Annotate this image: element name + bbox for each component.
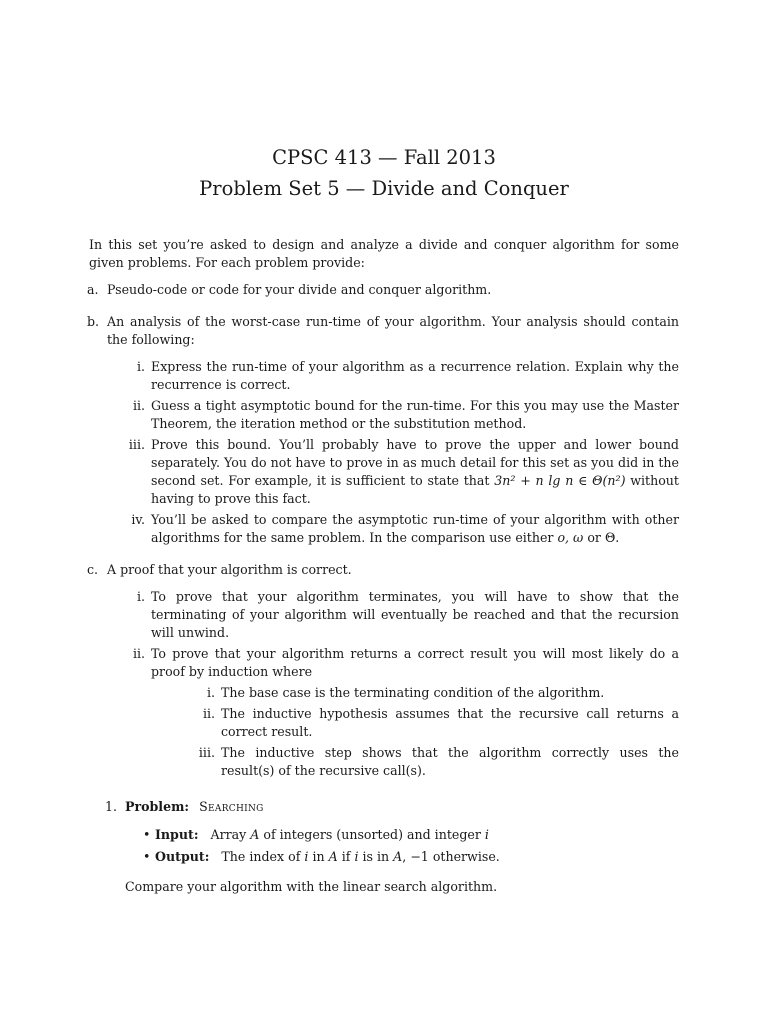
math-expression: 3n² + n lg n ∈ Θ(n²) [494,473,626,488]
document-body [89,236,679,896]
math-var: A [393,849,403,864]
item-label: iii. [128,437,145,452]
item-label: ii. [132,646,145,661]
problem-compare-note: Compare your algorithm with the linear search algorithm. [125,879,498,894]
intro-paragraph: In this set you’re asked to design and analyze a divide and conquer algorithm for some given problems. For each problem provide: [89,237,679,270]
induction-sublist [151,684,679,780]
item-text: without having to prove this fact. [151,473,679,506]
induction-item [151,684,679,702]
item-label: ii. [132,398,145,413]
requirement-a [89,281,679,299]
problem-1 [89,798,679,816]
problem-input [89,826,679,844]
item-text: of integers (unsorted) and integer [263,827,481,842]
item-label: iii. [198,745,215,760]
item-text: Prove this bound. You’ll probably have to prove the upper and lower bound separately. You do not have to prove in as much detail for this set as you did in the second set. For example, it is sufficient to state that [151,437,679,488]
input-line [119,826,679,844]
item-text: An analysis of the worst-case run-time of your algorithm. Your analysis should contain the following: [107,314,679,347]
output-label: Output: [155,849,210,864]
math-var: i [484,827,489,842]
item-text: Array [210,827,247,842]
item-text: . [615,530,620,545]
input-label: Input: [155,827,199,842]
item-label: i. [136,589,145,604]
requirement-c [89,561,679,780]
item-text: Express the run-time of your algorithm as a recurrence relation. Explain why the recurrence is correct. [151,359,679,392]
requirement-b [89,313,679,547]
induction-item [151,744,679,780]
analysis-item [107,397,679,433]
proof-item [107,588,679,642]
item-label: c. [87,562,99,577]
item-text: The index of [221,849,301,864]
math-var: i [304,849,309,864]
item-text: , −1 otherwise. [402,849,500,864]
item-text: or [587,530,601,545]
item-text: The base case is the terminating condition of the algorithm. [221,685,605,700]
analysis-item [107,358,679,394]
problem-output [89,848,679,866]
item-text: is in [362,849,390,864]
item-text: Pseudo-code or code for your divide and conquer algorithm. [107,282,492,297]
proof-item [107,645,679,780]
math-var: A [250,827,260,842]
item-label: i. [136,359,145,374]
item-label: iv. [131,512,145,527]
proof-sublist [107,588,679,780]
problem-set-title: Problem Set 5 — Divide and Conquer [199,177,569,200]
output-line [119,848,679,866]
item-text: The inductive hypothesis assumes that the recursive call returns a correct result. [221,706,679,739]
item-label: i. [206,685,215,700]
item-text: To prove that your algorithm returns a correct result you will most likely do a proof by induction where [151,646,679,679]
item-label: ii. [202,706,215,721]
item-text: A proof that your algorithm is correct. [107,562,352,577]
item-text: in [312,849,325,864]
analysis-item [107,511,679,547]
math-var: i [354,849,359,864]
item-text: The inductive step shows that the algorithm correctly uses the result(s) of the recursive call(s). [221,745,679,778]
item-text: You’ll be asked to compare the asymptotic run-time of your algorithm with other algorithms for the same problem. In the comparison use either [151,512,679,545]
bullet-icon: • [143,827,151,842]
item-text: To prove that your algorithm terminates, you will have to show that the terminating of your algorithm will eventually be reached and that the recursion will unwind. [151,589,679,640]
math-var: A [328,849,338,864]
induction-item [151,705,679,741]
course-title: CPSC 413 — Fall 2013 [272,146,496,169]
problem-number: 1. [104,799,117,814]
item-label: b. [87,314,100,329]
analysis-item [107,436,679,508]
item-text: Guess a tight asymptotic bound for the run-time. For this you may use the Master Theorem, the iteration method or the substitution method. [151,398,679,431]
math-expression: o, ω [557,530,584,545]
bullet-icon: • [143,849,151,864]
problem-heading: Problem: [125,799,190,814]
math-expression: Θ [604,530,616,545]
problem-name: Searching [199,799,264,814]
item-text: if [341,849,351,864]
analysis-sublist [107,358,679,547]
requirements-list [89,281,679,780]
item-label: a. [87,282,99,297]
